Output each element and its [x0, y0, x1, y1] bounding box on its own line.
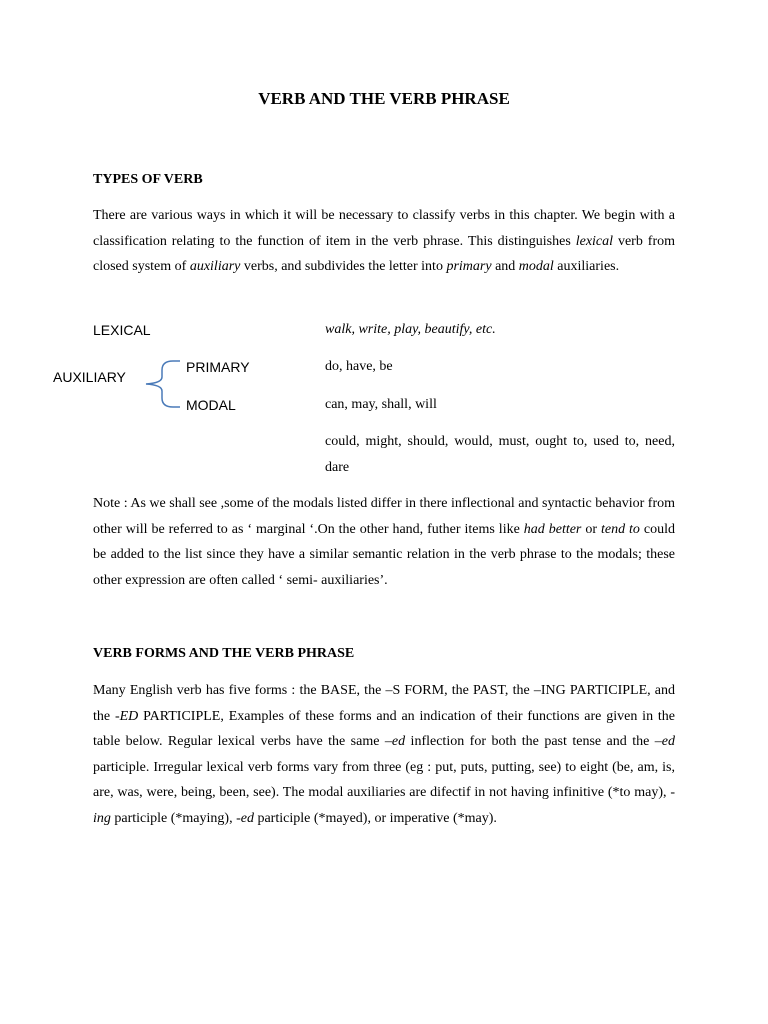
verb-forms-text-3: inflection for both the past tense and the [405, 734, 655, 750]
intro-text-3: verbs, and subdivides the letter into [240, 259, 447, 275]
verb-forms-ing-italic: -ing [93, 785, 675, 826]
verb-forms-ed2-italic: –ed [384, 734, 406, 750]
primary-label: PRIMARY [186, 359, 250, 375]
auxiliary-label: AUXILIARY [53, 369, 126, 385]
intro-auxiliary-italic: auxiliary [189, 259, 241, 275]
verb-forms-ed3-italic: –ed [654, 734, 675, 750]
verb-forms-text-1: Many English verb has five forms : the BASE, the –S FORM, the PAST, the –ING PARTICIPLE, and the - [93, 683, 675, 724]
lexical-examples: walk, write, play, beautify, etc. [325, 322, 496, 337]
intro-text-1: There are various ways in which it will be necessary to classify verbs in this chapter. We begin with a classification relating to the function of item in the verb phrase. This distinguishes [93, 208, 675, 249]
verb-forms-text-4: participle. Irregular lexical verb forms vary from three (eg : put, puts, putting, see) to eight (be, am, is, are, was, were, being, been, see). The modal auxiliaries are difectif in not having infinitive (*to may), [93, 759, 675, 801]
intro-lexical-italic: lexical [575, 233, 614, 249]
verb-forms-ed-italic: ED [119, 708, 139, 724]
note-paragraph [93, 491, 675, 593]
note-had-better-italic: had better [523, 521, 582, 537]
verb-forms-text-2: PARTICIPLE, Examples of these forms and an indication of their functions are given in the table below. Regular lexical verbs have the same [93, 708, 676, 750]
intro-modal-italic: modal [518, 259, 554, 275]
modal-examples-more: could, might, should, would, must, ought to, used to, need, dare [325, 434, 675, 475]
modal-examples: can, may, shall, will [325, 397, 437, 412]
modal-label: MODAL [186, 397, 236, 413]
section-heading-types-of-verb: TYPES OF VERB [93, 172, 203, 187]
curly-brace-icon [140, 356, 186, 412]
lexical-label: LEXICAL [93, 322, 151, 338]
verb-forms-text-5: participle (*maying), [110, 810, 237, 826]
intro-text-2: verb from closed system of [93, 233, 676, 275]
section-heading-verb-forms: VERB FORMS AND THE VERB PHRASE [93, 646, 355, 661]
intro-paragraph [93, 203, 675, 280]
note-text-2: or [581, 521, 601, 537]
primary-examples: do, have, be [325, 359, 393, 374]
verb-forms-text-6: participle (*mayed), or imperative (*may). [253, 810, 497, 826]
note-tend-to-italic: tend to [600, 521, 640, 537]
note-text-3: could be added to the list since they have a similar semantic relation in the verb phrase to the modals; these other expression are often called ‘ semi- auxiliaries’. [93, 521, 675, 588]
document-title: VERB AND THE VERB PHRASE [258, 89, 510, 108]
note-text-1: Note : As we shall see ,some of the modals listed differ in there inflectional and syntactic behavior from other will be referred to as ‘ marginal ‘.On the other hand, futher items like [93, 496, 675, 537]
verb-forms-paragraph [93, 678, 675, 832]
intro-text-5: auxiliaries. [553, 259, 620, 275]
intro-text-4: and [491, 259, 519, 275]
verb-forms-ed4-italic: -ed [236, 810, 254, 826]
intro-primary-italic: primary [446, 259, 492, 275]
